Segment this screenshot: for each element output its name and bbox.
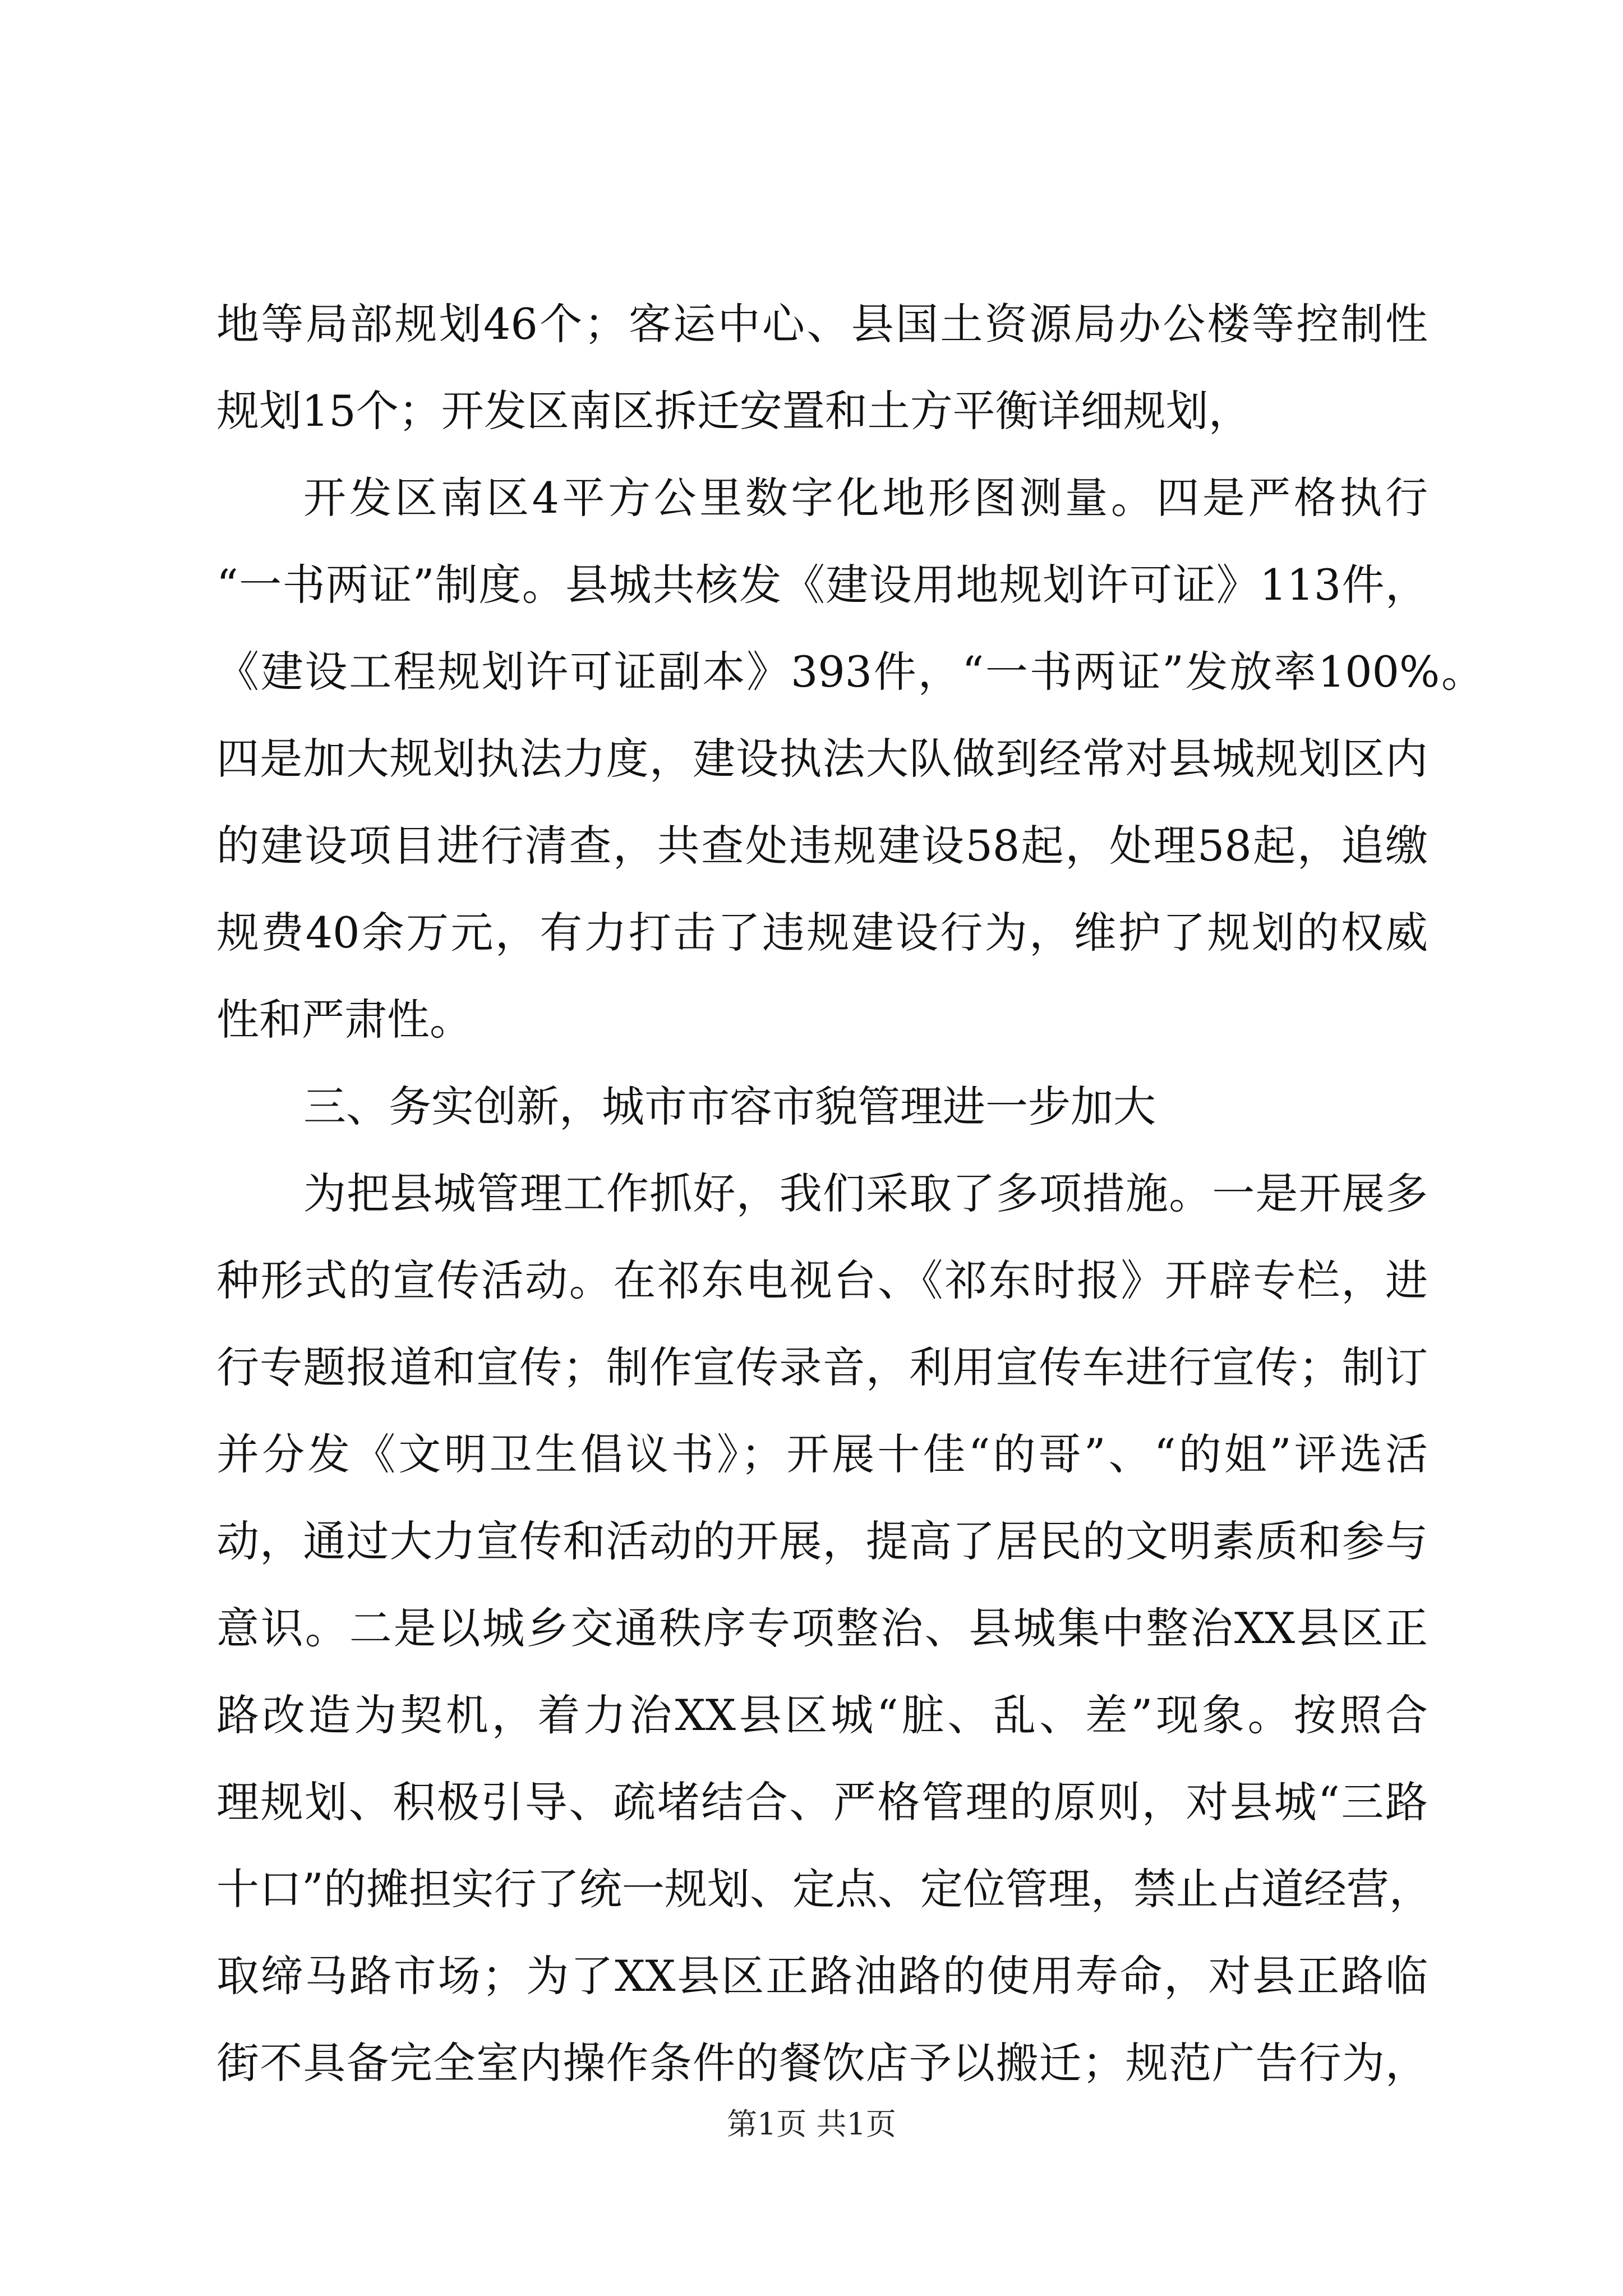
text-line: 十口”的摊担实行了统一规划、定点、定位管理，禁止占道经营， xyxy=(216,1864,1432,1914)
text-line: 为把县城管理工作抓好，我们采取了多项措施。一是开展多 xyxy=(303,1168,1428,1218)
text-line: 的建设项目进行清查，共查处违规建设58起，处理58起，追缴 xyxy=(216,821,1428,871)
section-heading: 三、务实创新，城市市容市貌管理进一步加大 xyxy=(303,1082,1156,1131)
text-line: 四是加大规划执法力度，建设执法大队做到经常对县城规划区内 xyxy=(216,734,1428,784)
text-line: 意识。二是以城乡交通秩序专项整治、县城集中整治XX县区正 xyxy=(216,1603,1428,1653)
text-line: 街不具备完全室内操作条件的餐饮店予以搬迁；规范广告行为， xyxy=(216,2038,1428,2088)
page-number-footer: 第1页 共1页 xyxy=(727,2106,896,2142)
text-line: 性和严肃性。 xyxy=(216,995,472,1045)
text-line: 规划15个；开发区南区拆迁安置和土方平衡详细规划， xyxy=(216,386,1251,436)
text-line: 行专题报道和宣传；制作宣传录音，利用宣传车进行宣传；制订 xyxy=(216,1342,1428,1392)
text-line: 动，通过大力宣传和活动的开展，提高了居民的文明素质和参与 xyxy=(216,1516,1428,1566)
text-line: 地等局部规划46个；客运中心、县国土资源局办公楼等控制性 xyxy=(216,299,1428,349)
text-line: “一书两证”制度。县城共核发《建设用地规划许可证》113件， xyxy=(216,560,1428,610)
text-line: 取缔马路市场；为了XX县区正路油路的使用寿命，对县正路临 xyxy=(216,1951,1428,2001)
text-line: 《建设工程规划许可证副本》393件，“一书两证”发放率100%。 xyxy=(216,647,1484,697)
text-line: 路改造为契机，着力治XX县区城“脏、乱、差”现象。按照合 xyxy=(216,1690,1428,1740)
text-line: 并分发《文明卫生倡议书》；开展十佳“的哥”、“的姐”评选活 xyxy=(216,1429,1428,1479)
text-line: 规费40余万元，有力打击了违规建设行为，维护了规划的权威 xyxy=(216,908,1428,958)
text-line: 开发区南区4平方公里数字化地形图测量。四是严格执行 xyxy=(303,473,1428,523)
text-line: 理规划、积极引导、疏堵结合、严格管理的原则，对县城“三路 xyxy=(216,1777,1428,1827)
document-body xyxy=(216,280,1484,2106)
text-line: 种形式的宣传活动。在祁东电视台、《祁东时报》开辟专栏，进 xyxy=(216,1255,1428,1305)
